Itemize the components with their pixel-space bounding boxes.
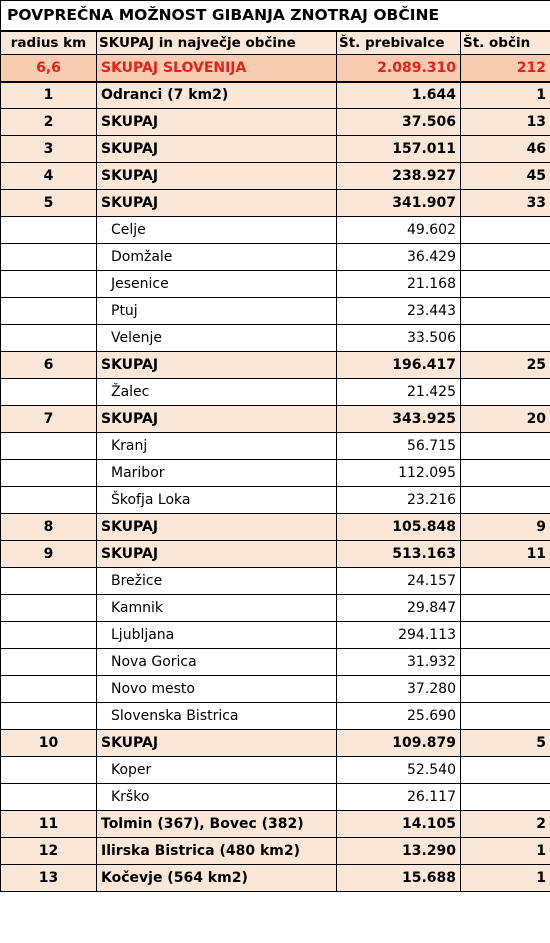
cell-radius: 2 <box>1 109 97 136</box>
cell-population: 157.011 <box>337 136 461 163</box>
cell-radius: 11 <box>1 811 97 838</box>
cell-count <box>461 568 550 595</box>
cell-radius: 6 <box>1 352 97 379</box>
cell-population: 25.690 <box>337 703 461 730</box>
cell-count <box>461 595 550 622</box>
cell-population: 238.927 <box>337 163 461 190</box>
cell-radius: 10 <box>1 730 97 757</box>
cell-count <box>461 703 550 730</box>
cell-name: Kamnik <box>97 595 337 622</box>
cell-count: 20 <box>461 406 550 433</box>
cell-count: 33 <box>461 190 550 217</box>
cell-radius: 4 <box>1 163 97 190</box>
cell-name: Maribor <box>97 460 337 487</box>
cell-population: 37.280 <box>337 676 461 703</box>
cell-name: SKUPAJ <box>97 406 337 433</box>
group-row <box>1 352 550 379</box>
cell-population: 15.688 <box>337 865 461 892</box>
municipality-row <box>1 217 550 244</box>
cell-radius <box>1 271 97 298</box>
cell-count <box>461 379 550 406</box>
cell-radius: 9 <box>1 541 97 568</box>
cell-name: SKUPAJ <box>97 514 337 541</box>
municipality-row <box>1 703 550 730</box>
cell-count <box>461 433 550 460</box>
group-row <box>1 838 550 865</box>
cell-population: 109.879 <box>337 730 461 757</box>
cell-name: Ilirska Bistrica (480 km2) <box>97 838 337 865</box>
cell-name: Odranci (7 km2) <box>97 82 337 109</box>
cell-population: 513.163 <box>337 541 461 568</box>
cell-population: 343.925 <box>337 406 461 433</box>
cell-name: SKUPAJ <box>97 109 337 136</box>
cell-count <box>461 460 550 487</box>
group-row <box>1 190 550 217</box>
cell-population: 37.506 <box>337 109 461 136</box>
cell-radius: 13 <box>1 865 97 892</box>
cell-count: 25 <box>461 352 550 379</box>
cell-name: SKUPAJ <box>97 541 337 568</box>
cell-radius <box>1 433 97 460</box>
cell-population: 341.907 <box>337 190 461 217</box>
cell-radius <box>1 244 97 271</box>
municipality-row <box>1 487 550 514</box>
cell-count: 13 <box>461 109 550 136</box>
cell-population: 33.506 <box>337 325 461 352</box>
table-title: POVPREČNA MOŽNOST GIBANJA ZNOTRAJ OBČINE <box>1 1 550 31</box>
cell-radius <box>1 298 97 325</box>
municipality-row <box>1 595 550 622</box>
cell-radius <box>1 460 97 487</box>
cell-name: Jesenice <box>97 271 337 298</box>
cell-name: Ljubljana <box>97 622 337 649</box>
cell-radius <box>1 568 97 595</box>
group-row <box>1 811 550 838</box>
cell-count: 45 <box>461 163 550 190</box>
cell-count: 1 <box>461 865 550 892</box>
cell-name: Kočevje (564 km2) <box>97 865 337 892</box>
cell-name: Žalec <box>97 379 337 406</box>
cell-radius <box>1 784 97 811</box>
municipality-row <box>1 460 550 487</box>
municipality-row <box>1 568 550 595</box>
municipality-row <box>1 298 550 325</box>
header-count: Št. občin <box>461 31 550 55</box>
group-row <box>1 406 550 433</box>
cell-population: 24.157 <box>337 568 461 595</box>
group-row <box>1 541 550 568</box>
group-row <box>1 865 550 892</box>
cell-name: Koper <box>97 757 337 784</box>
cell-name: Slovenska Bistrica <box>97 703 337 730</box>
cell-count <box>461 244 550 271</box>
cell-count <box>461 217 550 244</box>
cell-count <box>461 622 550 649</box>
cell-name: Tolmin (367), Bovec (382) <box>97 811 337 838</box>
municipality-row <box>1 649 550 676</box>
cell-name: Novo mesto <box>97 676 337 703</box>
cell-count: 9 <box>461 514 550 541</box>
cell-radius: 5 <box>1 190 97 217</box>
cell-population: 2.089.310 <box>337 55 461 82</box>
cell-population: 105.848 <box>337 514 461 541</box>
cell-count <box>461 298 550 325</box>
municipality-row <box>1 757 550 784</box>
cell-name: Domžale <box>97 244 337 271</box>
cell-population: 21.425 <box>337 379 461 406</box>
cell-count: 46 <box>461 136 550 163</box>
cell-population: 196.417 <box>337 352 461 379</box>
cell-population: 36.429 <box>337 244 461 271</box>
group-row <box>1 136 550 163</box>
cell-radius <box>1 325 97 352</box>
cell-count: 212 <box>461 55 550 82</box>
table-header-row <box>1 31 550 55</box>
cell-population: 26.117 <box>337 784 461 811</box>
cell-population: 23.216 <box>337 487 461 514</box>
cell-population: 23.443 <box>337 298 461 325</box>
cell-population: 52.540 <box>337 757 461 784</box>
cell-name: Velenje <box>97 325 337 352</box>
municipality-row <box>1 433 550 460</box>
municipality-row <box>1 325 550 352</box>
municipality-row <box>1 379 550 406</box>
cell-name: SKUPAJ <box>97 730 337 757</box>
cell-name: Kranj <box>97 433 337 460</box>
group-row <box>1 730 550 757</box>
cell-name: Brežice <box>97 568 337 595</box>
group-row <box>1 163 550 190</box>
cell-population: 21.168 <box>337 271 461 298</box>
cell-radius <box>1 622 97 649</box>
cell-radius <box>1 379 97 406</box>
cell-name: SKUPAJ <box>97 190 337 217</box>
cell-population: 112.095 <box>337 460 461 487</box>
cell-radius <box>1 676 97 703</box>
cell-radius <box>1 595 97 622</box>
cell-name: Krško <box>97 784 337 811</box>
cell-name: Škofja Loka <box>97 487 337 514</box>
cell-population: 13.290 <box>337 838 461 865</box>
cell-radius: 6,6 <box>1 55 97 82</box>
cell-radius: 8 <box>1 514 97 541</box>
cell-count <box>461 757 550 784</box>
cell-count <box>461 325 550 352</box>
group-row <box>1 514 550 541</box>
cell-radius <box>1 217 97 244</box>
cell-count <box>461 784 550 811</box>
cell-count: 1 <box>461 838 550 865</box>
cell-name: Ptuj <box>97 298 337 325</box>
cell-radius: 3 <box>1 136 97 163</box>
cell-radius <box>1 703 97 730</box>
cell-radius <box>1 487 97 514</box>
cell-population: 49.602 <box>337 217 461 244</box>
header-radius: radius km <box>1 31 97 55</box>
cell-count: 5 <box>461 730 550 757</box>
cell-name: SKUPAJ <box>97 136 337 163</box>
header-name: SKUPAJ in največje občine <box>97 31 337 55</box>
cell-count: 11 <box>461 541 550 568</box>
cell-count <box>461 649 550 676</box>
cell-radius: 12 <box>1 838 97 865</box>
cell-radius: 7 <box>1 406 97 433</box>
cell-name: SKUPAJ <box>97 163 337 190</box>
cell-name: Celje <box>97 217 337 244</box>
municipality-row <box>1 622 550 649</box>
group-row <box>1 82 550 109</box>
cell-population: 1.644 <box>337 82 461 109</box>
group-row <box>1 109 550 136</box>
cell-population: 14.105 <box>337 811 461 838</box>
table-title-row <box>1 1 550 31</box>
cell-name: SKUPAJ SLOVENIJA <box>97 55 337 82</box>
cell-name: SKUPAJ <box>97 352 337 379</box>
cell-count <box>461 271 550 298</box>
cell-population: 29.847 <box>337 595 461 622</box>
cell-radius: 1 <box>1 82 97 109</box>
cell-count <box>461 487 550 514</box>
cell-count: 2 <box>461 811 550 838</box>
cell-name: Nova Gorica <box>97 649 337 676</box>
cell-radius <box>1 649 97 676</box>
total-row <box>1 55 550 82</box>
header-population: Št. prebivalce <box>337 31 461 55</box>
municipality-row <box>1 784 550 811</box>
municipality-row <box>1 271 550 298</box>
municipality-row <box>1 244 550 271</box>
cell-population: 31.932 <box>337 649 461 676</box>
cell-radius <box>1 757 97 784</box>
municipality-row <box>1 676 550 703</box>
cell-population: 56.715 <box>337 433 461 460</box>
cell-count <box>461 676 550 703</box>
cell-count: 1 <box>461 82 550 109</box>
cell-population: 294.113 <box>337 622 461 649</box>
